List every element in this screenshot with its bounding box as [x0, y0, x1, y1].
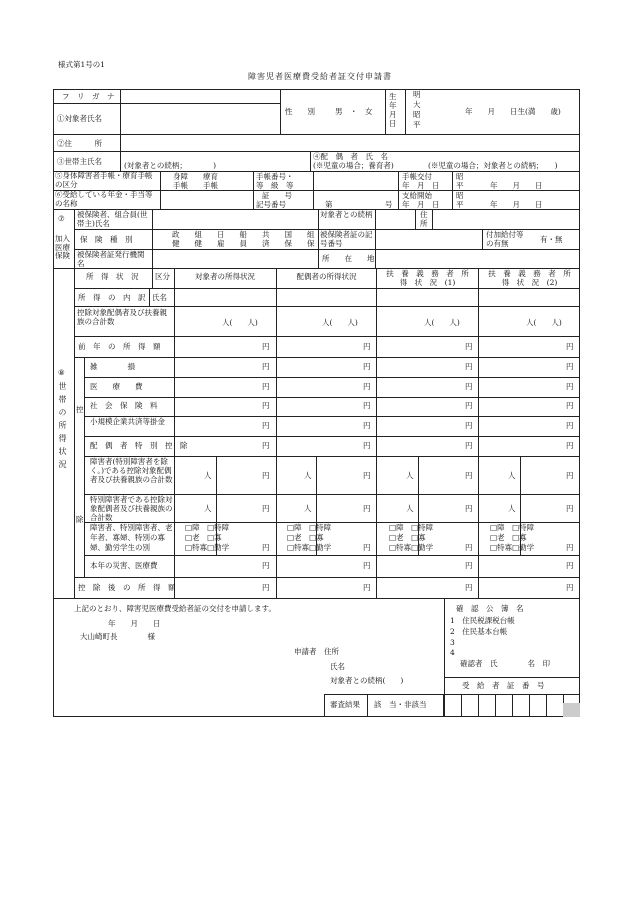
deduction-spouse-special: 配 偶 者 特 別 控 除: [90, 441, 188, 450]
disabled-person-4: 人: [508, 471, 516, 480]
disaster-yen-4: 円: [566, 561, 574, 570]
subject-dependents[interactable]: 人( 人): [222, 318, 258, 327]
disabled-person-1: 人: [204, 471, 212, 480]
disabled-yen-2: 円: [363, 471, 371, 480]
insurance-kinds-1[interactable]: 政 組 日 船 共 国 組: [172, 230, 315, 239]
yen-r4-2: 円: [363, 421, 371, 430]
other-yen-4: 円: [566, 543, 574, 552]
special-dependents-label: 特別障害者である控除対象配偶者及び扶養親族の合計数: [90, 495, 173, 522]
pay-era-hei[interactable]: 平: [456, 200, 464, 209]
yen-r5-3: 円: [465, 441, 473, 450]
relation-label: 対象者との続柄: [320, 210, 373, 219]
spouse-note: (※児童の場合；養育者): [313, 161, 394, 170]
insurer-label: 被保険者証発行機関名: [77, 250, 145, 268]
subject-name-field[interactable]: [121, 104, 279, 133]
pay-start-sub: 年 月 日: [402, 200, 440, 209]
yen-r1-3: 円: [465, 362, 473, 371]
spouse-relation: (※児童の場合；対象者との続柄； ): [428, 161, 558, 170]
yen-prev-4: 円: [566, 342, 574, 351]
location-label: 所 在 地: [322, 254, 375, 263]
yen-r2-2: 円: [363, 382, 371, 391]
disaster-label: 本年の災害、医療費: [90, 561, 158, 570]
yen-prev-2: 円: [363, 342, 371, 351]
pay-date-format: 年 月 日: [490, 200, 543, 209]
income-breakdown-label: 所 得 の 内 訳: [78, 293, 146, 302]
section-8-label: 世帯の所得状況: [58, 382, 67, 473]
handbook-class-label: ⑤身体障害者手帳・療育手帳の区分: [55, 171, 153, 189]
dai-label: 第: [325, 200, 333, 209]
dependent-2-header: 扶 養 義 務 者 所 得 状 況 (2): [488, 269, 579, 287]
register-book-1: 1 住民税課税台帳: [450, 616, 515, 625]
other-yen-3: 円: [465, 543, 473, 552]
dependents-total-label: 控除対象配偶者及び扶養親族の合計数: [77, 308, 167, 326]
dep1-check-3[interactable]: □特寡□勤学: [389, 543, 434, 552]
review-result-options[interactable]: 該 当・非該当: [374, 700, 427, 709]
insured-name-label: 被保険者、組合員(世帯主)氏名: [77, 210, 148, 228]
yen-r5-4: 円: [566, 441, 574, 450]
disaster-yen-1: 円: [262, 561, 270, 570]
applicant-name-label: 氏名: [330, 662, 345, 671]
section-7-number: ⑦: [58, 214, 65, 223]
spouse-check-3[interactable]: □特寡□勤学: [287, 543, 332, 552]
disabled-person-2: 人: [304, 471, 312, 480]
handbook-types-1[interactable]: 身障 療育: [173, 172, 218, 181]
income-status-label: 所 得 状 況: [86, 272, 139, 281]
cert-no-label-2: 記号番号: [256, 200, 286, 209]
birth-date-format: 年 月 日生(満 歳): [465, 107, 561, 116]
yen-r1-4: 円: [566, 362, 574, 371]
review-result-label: 審査結果: [330, 700, 360, 709]
yen-prev-3: 円: [465, 342, 473, 351]
era-3[interactable]: 昭: [413, 110, 421, 119]
register-book-4: 4: [450, 648, 455, 657]
insured-cert-label: 被保険者証の記号番号: [320, 230, 373, 248]
yen-r5-2: 円: [363, 441, 371, 450]
dep2-check-3[interactable]: □特寡□勤学: [490, 543, 535, 552]
yen-r3-1: 円: [262, 401, 270, 410]
dep1-dependents[interactable]: 人( 人): [424, 318, 460, 327]
grade-label: 等 級 等: [256, 181, 294, 190]
head-relation: (対象者との続柄； ): [124, 161, 217, 170]
dependent-1-header: 扶 養 義 務 者 所 得 状 況 (1): [386, 269, 477, 287]
handbook-types-2[interactable]: 手帳 手帳: [173, 181, 218, 190]
declaration-text: 上記のとおり、障害児医療費受給者証の交付を申請します。: [74, 604, 276, 613]
register-book-2: 2 住民基本台帳: [450, 627, 508, 636]
dep2-check-1[interactable]: □障 □特障: [490, 523, 535, 532]
yen-r3-4: 円: [566, 401, 574, 410]
subject-check-2[interactable]: □老 □寡: [185, 533, 222, 542]
head-name-label: ③世帯主氏名: [57, 157, 102, 166]
extra-yes-no[interactable]: 有・無: [540, 235, 563, 244]
yen-r1-2: 円: [363, 362, 371, 371]
after-yen-1: 円: [262, 583, 270, 592]
gender-options[interactable]: 男 ・ 女: [335, 107, 373, 116]
application-date[interactable]: 年 月 日: [108, 619, 161, 628]
deduction-small-business: 小規模企業共済等掛金: [90, 417, 165, 426]
subject-check-1[interactable]: □障 □特障: [185, 523, 230, 532]
after-yen-3: 円: [465, 583, 473, 592]
applicant-relation-label: 対象者との続柄( ): [330, 676, 404, 685]
insurance-type-label: 保 険 種 別: [80, 235, 133, 244]
special-yen-3: 円: [465, 504, 473, 513]
deduction-social-insurance: 社 会 保 険 料: [90, 401, 158, 410]
disabled-yen-1: 円: [262, 471, 270, 480]
yen-r4-1: 円: [262, 421, 270, 430]
yen-prev-1: 円: [262, 342, 270, 351]
disabled-person-3: 人: [406, 471, 414, 480]
era-4[interactable]: 平: [413, 120, 421, 129]
disabled-yen-4: 円: [566, 471, 574, 480]
special-yen-4: 円: [566, 504, 574, 513]
dep2-dependents[interactable]: 人( 人): [526, 318, 562, 327]
handbook-number-label: 手帳番号・: [256, 172, 294, 181]
special-person-1: 人: [204, 504, 212, 513]
era-1[interactable]: 明: [413, 90, 421, 99]
pay-era-sho[interactable]: 昭: [456, 191, 464, 200]
applicant-address-label: 申請者 住所: [294, 647, 339, 656]
deduction-casualty: 雑 損: [90, 362, 135, 371]
gender-label: 性 別: [285, 107, 315, 116]
issue-era-hei[interactable]: 平: [456, 181, 464, 190]
yen-r2-3: 円: [465, 382, 473, 391]
name-label: 氏名: [152, 293, 167, 302]
subject-name-label: ①対象者氏名: [57, 114, 102, 123]
dep2-check-2[interactable]: □老 □寡: [490, 533, 527, 542]
dep1-check-1[interactable]: □障 □特障: [389, 523, 434, 532]
special-person-3: 人: [406, 504, 414, 513]
koujo-label-1: 控: [76, 405, 84, 414]
confirm-register-label: 確 認 公 簿 名: [456, 604, 524, 613]
kubun-label: 区分: [155, 272, 170, 281]
prev-income-label: 前 年 の 所 得 額: [78, 342, 161, 351]
yen-r5-1: 円: [262, 441, 270, 450]
after-deduction-label: 控 除 後 の 所 得 額: [78, 583, 176, 592]
yen-r3-2: 円: [363, 401, 371, 410]
subject-check-3[interactable]: □特寡□勤学: [185, 543, 230, 552]
cert-number-shaded-cell: [563, 703, 580, 717]
after-yen-2: 円: [363, 583, 371, 592]
birth-label: 生年月日: [389, 92, 397, 128]
issue-date-sub: 年 月 日: [402, 181, 440, 190]
form-number: 様式第1号の1: [58, 60, 106, 69]
special-yen-1: 円: [262, 504, 270, 513]
yen-r3-3: 円: [465, 401, 473, 410]
after-yen-4: 円: [566, 583, 574, 592]
address-field[interactable]: [121, 135, 579, 150]
pay-start-label: 支給開始: [402, 191, 432, 200]
disabled-dependents-label: 障害者(特別障害者を除く。)である控除対象配偶者及び扶養親族の合計数: [90, 457, 173, 484]
furigana-label: フ リ ガ ナ: [62, 92, 115, 101]
extra-benefit-label: 付加給付等の有無: [486, 230, 524, 248]
insurance-join-label: 加入医療保険: [55, 234, 70, 260]
disaster-yen-2: 円: [363, 561, 371, 570]
special-person-4: 人: [508, 504, 516, 513]
other-yen-2: 円: [363, 543, 371, 552]
special-yen-2: 円: [363, 504, 371, 513]
cert-no-label: 証 号: [262, 191, 292, 200]
other-deduction-label: 障害者、特別障害者、老年者、寡婦、特別の寡婦、勤労学生の別: [90, 523, 173, 552]
spouse-check-1[interactable]: □障 □特障: [287, 523, 332, 532]
register-book-3: 3: [450, 638, 455, 647]
spouse-income-header: 配偶者の所得状況: [296, 272, 357, 281]
koujo-label-2: 除: [76, 515, 84, 524]
disaster-yen-3: 円: [465, 561, 473, 570]
page-title: 障害児者医療費受給者証交付申請書: [248, 72, 392, 81]
checker-label: 確認者 氏 名 印: [460, 659, 550, 668]
issue-date-label: 手帳交付: [402, 172, 432, 181]
insurance-kinds-2[interactable]: 健 健 雇 員 済 保 保: [172, 239, 315, 248]
dep1-check-2[interactable]: □老 □寡: [389, 533, 426, 542]
go-label: 号: [385, 200, 393, 209]
yen-r2-4: 円: [566, 382, 574, 391]
spouse-dependents[interactable]: 人( 人): [322, 318, 358, 327]
era-2[interactable]: 大: [413, 100, 421, 109]
yen-r4-4: 円: [566, 421, 574, 430]
other-yen-1: 円: [262, 543, 270, 552]
mayor-addressee: 大山崎町長 様: [80, 632, 155, 641]
address-short-label: 住所: [420, 210, 428, 228]
section-8-number: ⑧: [58, 368, 65, 377]
yen-r1-1: 円: [262, 362, 270, 371]
subject-income-header: 対象者の所得状況: [195, 272, 255, 281]
disabled-yen-3: 円: [465, 471, 473, 480]
special-person-2: 人: [304, 504, 312, 513]
issue-era-sho[interactable]: 昭: [456, 172, 464, 181]
spouse-check-2[interactable]: □老 □寡: [287, 533, 324, 542]
spouse-label: ④配 偶 者 氏 名: [313, 152, 388, 161]
deduction-medical: 医 療 費: [90, 382, 143, 391]
address-label: ②住 所: [57, 139, 102, 148]
yen-r2-1: 円: [262, 382, 270, 391]
issue-date-format: 年 月 日: [490, 181, 543, 190]
yen-r4-3: 円: [465, 421, 473, 430]
cert-number-label: 受 給 者 証 番 号: [462, 681, 545, 690]
pension-label: ⑥受給している年金・手当等の名称: [55, 190, 153, 208]
